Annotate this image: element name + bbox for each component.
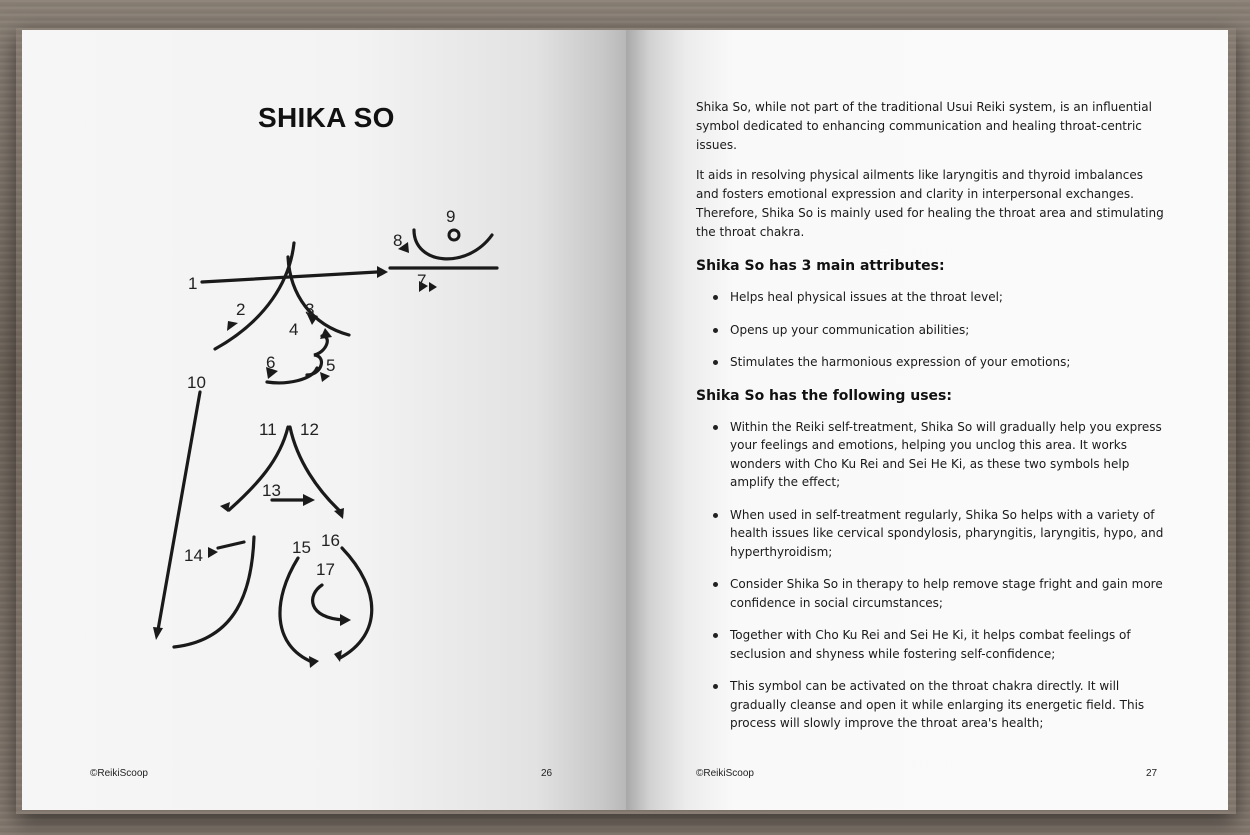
label-9: 9 xyxy=(446,207,456,226)
list-item xyxy=(696,418,1166,492)
bullet-icon xyxy=(713,582,718,587)
label-7: 7 xyxy=(417,271,427,290)
list-item-text: Stimulates the harmonious expression of your emotions; xyxy=(730,355,1071,369)
list-item xyxy=(696,288,1166,307)
bullet-icon xyxy=(713,425,718,430)
page-number: 26 xyxy=(541,768,553,779)
uses-list xyxy=(696,418,1166,733)
heading-uses: Shika So has the following uses: xyxy=(696,387,952,404)
heading-attributes: Shika So has 3 main attributes: xyxy=(696,258,945,274)
stroke-15 xyxy=(280,558,312,662)
list-item xyxy=(696,575,1166,612)
footer-copyright: ©ReikiScoop xyxy=(90,768,148,779)
label-2: 2 xyxy=(236,300,246,319)
paragraph-details: It aids in resolving physical ailments like laryngitis and thyroid imbalances and fosters emotional expression and clarity in interpersonal exchanges. Therefore, Shika So is mainly used for healing the throat area and stimulating the throat chakra. xyxy=(696,168,1164,239)
list-item xyxy=(696,506,1166,562)
bullet-icon xyxy=(713,295,718,300)
list-item-text: When used in self-treatment regularly, Shika So helps with a variety of health issues like cervical spondylosis, pharyngitis, laryngitis, hypo, and hyperthyroidism; xyxy=(730,507,1164,559)
footer-copyright: ©ReikiScoop xyxy=(696,768,754,779)
label-11: 11 xyxy=(259,420,277,439)
bullet-icon xyxy=(713,360,718,365)
list-item-text: This symbol can be activated on the throat chakra directly. It will gradually cleanse and open it while enlarging its energetic field. This process will slowly improve the throat area's health; xyxy=(730,679,1145,730)
list-item-text: Together with Cho Ku Rei and Sei He Ki, it helps combat feelings of seclusion and shyness while fostering self-confidence; xyxy=(730,628,1131,661)
label-8: 8 xyxy=(393,231,403,250)
page-title: SHIKA SO xyxy=(258,102,395,133)
list-item xyxy=(696,321,1166,340)
label-1: 1 xyxy=(188,274,198,293)
stroke-10 xyxy=(158,392,200,630)
page-number: 27 xyxy=(1146,768,1158,779)
list-item-text: Consider Shika So in therapy to help remove stage fright and gain more confidence in social circumstances; xyxy=(730,577,1163,610)
list-item xyxy=(696,353,1166,372)
label-5: 5 xyxy=(326,356,336,375)
label-13: 13 xyxy=(262,481,281,500)
stroke-16 xyxy=(340,548,372,658)
left-page xyxy=(22,30,626,810)
label-16: 16 xyxy=(321,531,340,550)
list-item xyxy=(696,677,1166,733)
label-3: 3 xyxy=(305,300,315,319)
stroke-2 xyxy=(215,243,294,349)
shika-so-symbol-diagram xyxy=(22,30,626,810)
bullet-icon xyxy=(713,684,718,689)
label-12: 12 xyxy=(300,420,319,439)
list-item xyxy=(696,626,1166,663)
paragraph-intro: Shika So, while not part of the traditional Usui Reiki system, is an influential symbol dedicated to enhancing communication and healing throat-centric issues. xyxy=(696,100,1152,152)
list-item-text: Opens up your communication abilities; xyxy=(730,322,970,337)
right-page-body xyxy=(696,98,1166,747)
bullet-icon xyxy=(713,328,718,333)
label-15: 15 xyxy=(292,538,311,557)
stroke-9-dot xyxy=(449,230,459,240)
bullet-icon xyxy=(713,513,718,518)
stroke-8 xyxy=(414,230,492,259)
label-6: 6 xyxy=(266,353,276,372)
bullet-icon xyxy=(713,633,718,638)
label-4: 4 xyxy=(289,320,299,339)
label-10: 10 xyxy=(187,373,206,392)
stroke-17 xyxy=(313,585,344,620)
label-17: 17 xyxy=(316,560,335,579)
list-item-text: Helps heal physical issues at the throat level; xyxy=(730,290,1003,304)
right-page xyxy=(626,30,1228,810)
list-item-text: Within the Reiki self-treatment, Shika So will gradually help you express your feelings and emotions, helping you unclog this area. It works wonders with Cho Ku Rei and Sei He Ki, as these two symbols help amplify the effect; xyxy=(730,419,1162,489)
label-14: 14 xyxy=(184,546,203,565)
attributes-list xyxy=(696,288,1166,372)
